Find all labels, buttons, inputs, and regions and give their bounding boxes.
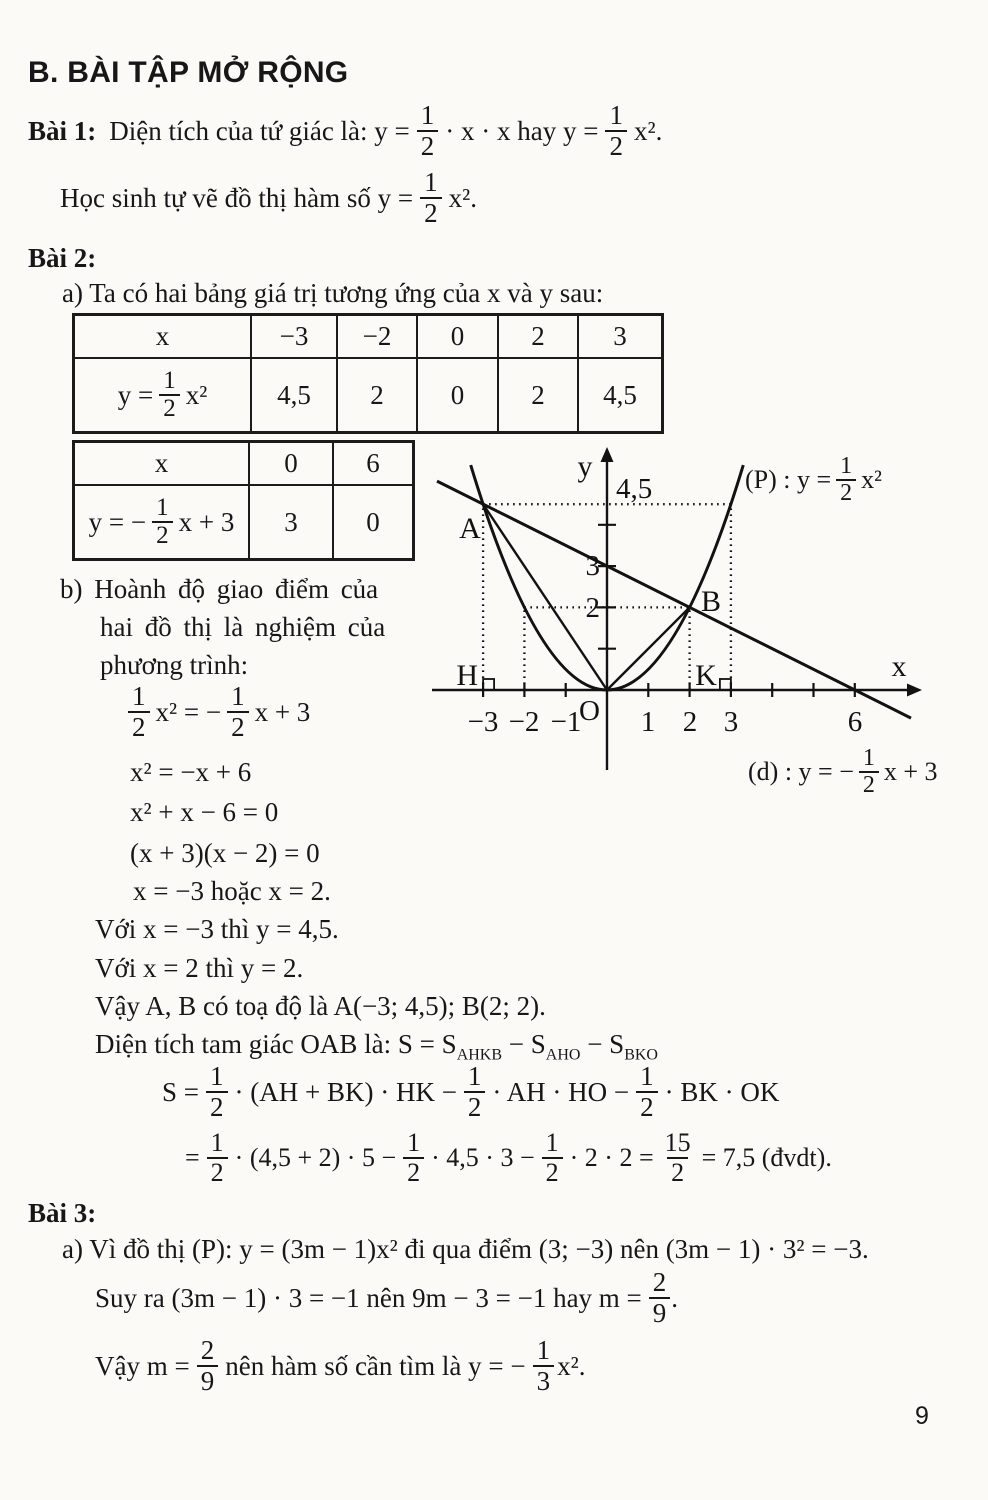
fraction — [152, 495, 173, 550]
bai3-b-post: . — [671, 1282, 679, 1313]
fraction-numerator: 1 — [407, 1128, 421, 1158]
vay-line: Vậy A, B có toạ độ là A(−3; 4,5); B(2; 2). — [95, 991, 546, 1021]
area-mid2: − S — [580, 1029, 625, 1059]
eq1-seg2: x + 3 — [254, 696, 311, 727]
fraction — [417, 101, 439, 160]
section-heading: B. BÀI TẬP MỞ RỘNG — [28, 56, 349, 89]
table1-x-label: x — [74, 315, 252, 359]
area-pre: Diện tích tam giác OAB là: S = S — [95, 1029, 457, 1059]
s2-seg1: · (4,5 + 2) · 5 − — [234, 1143, 397, 1172]
s1-seg2: · AH · HO − — [492, 1076, 630, 1107]
value-table-parabola — [72, 313, 664, 434]
fraction-numerator: 1 — [156, 493, 169, 521]
y-axis-arrow-icon — [601, 447, 614, 462]
table1-y-label-post: x² — [185, 379, 208, 410]
fraction — [605, 101, 627, 160]
fraction-numerator: 1 — [210, 1128, 224, 1158]
area-sub-aho: AHO — [545, 1046, 581, 1064]
fraction — [661, 1129, 695, 1186]
fraction-denominator: 2 — [859, 771, 879, 798]
fraction-denominator: 2 — [464, 1091, 486, 1122]
fraction — [128, 682, 150, 741]
fraction-numerator: 1 — [840, 452, 853, 479]
line-equation-label — [748, 741, 938, 803]
fraction — [159, 368, 180, 423]
point-h-label: H — [456, 659, 478, 692]
s1-seg1: · (AH + BK) · HK − — [234, 1076, 457, 1107]
y-value-2: 2 — [585, 592, 600, 624]
bai3-c-post: x². — [557, 1350, 586, 1381]
point-k-label: K — [695, 659, 717, 692]
table-row — [74, 485, 414, 560]
fraction-numerator: 1 — [420, 100, 435, 131]
fraction-denominator: 2 — [207, 1157, 228, 1187]
s-formula-line-1 — [162, 1058, 779, 1126]
s2-lead: = — [185, 1143, 200, 1172]
fraction-numerator: 1 — [467, 1061, 482, 1092]
fraction — [227, 682, 249, 741]
fraction — [206, 1062, 228, 1121]
fraction-denominator: 9 — [649, 1297, 671, 1328]
table-cell: 4,5 — [578, 358, 663, 433]
table1-y-label — [74, 358, 252, 433]
table-cell: 4,5 — [251, 358, 337, 433]
equation-2: x² = −x + 6 — [130, 757, 252, 787]
x-tick-labels — [468, 706, 863, 738]
area-sub-ahkb: AHKB — [456, 1046, 503, 1064]
fraction-numerator: 2 — [200, 1335, 215, 1366]
b-intro-line: b) Hoành độ giao điểm của — [60, 574, 379, 604]
equation-5: x = −3 hoặc x = 2. — [133, 876, 331, 906]
fraction — [836, 454, 856, 507]
x-tick-label: 1 — [640, 706, 656, 738]
table2-x-label: x — [74, 442, 250, 486]
value-table-line — [72, 440, 415, 561]
fraction — [649, 1268, 671, 1327]
table-cell: 6 — [333, 442, 414, 486]
bai1-line2-seg1: Học sinh tự vẽ đồ thị hàm số y = — [60, 182, 414, 213]
table-row — [74, 442, 414, 486]
fraction-numerator: 2 — [652, 1267, 667, 1298]
bai1-line1 — [28, 95, 662, 167]
table-cell: 3 — [249, 485, 333, 560]
line-d — [437, 481, 911, 718]
bai2-a-intro: a) Ta có hai bảng giá trị tương ứng của x và y sau: — [62, 278, 604, 308]
s1-lead: S = — [162, 1076, 199, 1107]
table-cell: 0 — [249, 442, 333, 486]
bai1-seg2: · x · x hay y = — [445, 115, 599, 146]
bai3-label: Bài 3: — [28, 1198, 97, 1228]
fraction-denominator: 2 — [152, 521, 173, 550]
table-cell: 2 — [498, 315, 578, 359]
table-cell: 0 — [333, 485, 414, 560]
d-label-pre: (d) : y = − — [748, 757, 854, 786]
area-sub-bko: BKO — [624, 1046, 658, 1064]
right-angle-mark-h — [483, 679, 494, 690]
d-label-post: x + 3 — [883, 757, 938, 786]
fraction — [859, 746, 879, 799]
parabola-equation-label — [745, 450, 882, 510]
fraction-denominator: 2 — [836, 479, 856, 506]
bai1-seg1: Diện tích của tứ giác là: y = — [109, 115, 410, 146]
bai3-b-line — [95, 1262, 678, 1334]
table-row — [74, 358, 663, 433]
bai3-a-line: a) Vì đồ thị (P): y = (3m − 1)x² đi qua điểm (3; −3) nên (3m − 1) · 3² = −3. — [62, 1234, 869, 1264]
bai1-line2 — [60, 162, 477, 234]
table-cell: 0 — [417, 315, 498, 359]
b-intro-line: phương trình: — [100, 650, 249, 680]
fraction-denominator: 9 — [197, 1365, 219, 1396]
page-number: 9 — [915, 1402, 929, 1430]
s-formula-line-2 — [185, 1124, 832, 1192]
x-axis-label: x — [891, 650, 907, 683]
segment-ob — [607, 607, 690, 690]
table-row — [74, 315, 663, 359]
fraction-denominator: 2 — [128, 711, 150, 742]
bai1-line2-seg2: x². — [448, 182, 477, 213]
b-intro-line: hai đồ thị là nghiệm của — [100, 612, 386, 642]
voi-line-2: Với x = 2 thì y = 2. — [95, 953, 304, 983]
eq1-seg1: x² = − — [155, 696, 222, 727]
fraction — [197, 1336, 219, 1395]
table2-y-label — [74, 485, 250, 560]
bai2-b-intro — [60, 570, 420, 684]
fraction-numerator: 1 — [609, 100, 623, 131]
bai3-c-line — [95, 1330, 585, 1402]
point-b-label: B — [701, 585, 722, 618]
table2-y-label-pre: y = − — [88, 506, 147, 537]
fraction — [207, 1129, 228, 1186]
right-angle-mark-k — [720, 679, 731, 690]
table1-y-label-pre: y = — [117, 379, 154, 410]
fraction-numerator: 1 — [545, 1128, 559, 1158]
area-mid1: − S — [502, 1029, 546, 1059]
bai1-label: Bài 1: — [28, 115, 97, 146]
bai1-seg3: x². — [633, 115, 663, 146]
fraction-numerator: 1 — [862, 744, 875, 771]
s1-seg3: · BK · OK — [664, 1076, 780, 1107]
fraction — [420, 168, 442, 227]
fraction-denominator: 2 — [420, 197, 442, 228]
table2-y-label-post: x + 3 — [178, 506, 235, 537]
x-axis-arrow-icon — [907, 684, 922, 697]
voi-line-1: Với x = −3 thì y = 4,5. — [95, 914, 339, 944]
fraction-denominator: 2 — [667, 1157, 688, 1187]
fraction-denominator: 2 — [227, 711, 249, 742]
p-label-post: x² — [861, 465, 882, 494]
y-axis-label: y — [577, 450, 593, 483]
fraction-numerator: 1 — [536, 1335, 551, 1366]
fraction-numerator: 15 — [664, 1128, 691, 1158]
table-cell: 2 — [498, 358, 578, 433]
table-cell: 2 — [337, 358, 417, 433]
y-value-3: 3 — [585, 550, 600, 582]
x-tick-label: −2 — [508, 706, 540, 738]
fraction-denominator: 3 — [533, 1365, 555, 1396]
table-cell: 0 — [417, 358, 498, 433]
table-cell: 3 — [578, 315, 663, 359]
x-tick-label: 3 — [723, 706, 739, 738]
fraction — [636, 1062, 658, 1121]
fraction — [542, 1129, 563, 1186]
fraction-denominator: 2 — [636, 1091, 658, 1122]
fraction-numerator: 1 — [640, 1061, 654, 1092]
s2-seg2: · 4,5 · 3 − — [431, 1143, 535, 1172]
x-tick-label: 2 — [682, 706, 698, 738]
equation-3: x² + x − 6 = 0 — [130, 797, 279, 827]
fraction-denominator: 2 — [605, 130, 627, 161]
table-cell: −2 — [337, 315, 417, 359]
equation-1 — [128, 678, 310, 746]
fraction-numerator: 1 — [132, 681, 146, 712]
bai2-label: Bài 2: — [28, 243, 97, 273]
point-a-label: A — [459, 512, 481, 545]
fraction-numerator: 1 — [424, 167, 438, 198]
fraction-numerator: 1 — [231, 681, 245, 712]
x-tick-label: −3 — [467, 706, 499, 738]
s2-seg4: = 7,5 (đvdt). — [701, 1143, 832, 1172]
fraction — [464, 1062, 486, 1121]
fraction-denominator: 2 — [542, 1157, 563, 1187]
fraction-denominator: 2 — [417, 130, 439, 161]
fraction-denominator: 2 — [403, 1157, 424, 1187]
fraction-numerator: 1 — [163, 366, 176, 394]
y-value-45: 4,5 — [616, 473, 653, 505]
fraction — [403, 1129, 424, 1186]
x-tick-label: −1 — [550, 706, 582, 738]
p-label-pre: (P) : y = — [745, 465, 832, 494]
fraction-denominator: 2 — [159, 394, 180, 423]
table-cell: −3 — [251, 315, 337, 359]
bai3-c-mid: nên hàm số cần tìm là y = − — [225, 1350, 526, 1381]
fraction — [533, 1336, 555, 1395]
equation-4: (x + 3)(x − 2) = 0 — [130, 838, 320, 868]
s2-seg3: · 2 · 2 = — [569, 1143, 654, 1172]
bai3-b-pre: Suy ra (3m − 1) · 3 = −1 nên 9m − 3 = −1 hay m = — [95, 1282, 642, 1313]
fraction-numerator: 1 — [210, 1061, 224, 1092]
fraction-denominator: 2 — [206, 1091, 228, 1122]
x-tick-label: 6 — [847, 706, 863, 738]
area-line — [95, 1027, 658, 1064]
bai3-c-pre: Vậy m = — [95, 1350, 190, 1381]
origin-label: O — [579, 695, 600, 727]
